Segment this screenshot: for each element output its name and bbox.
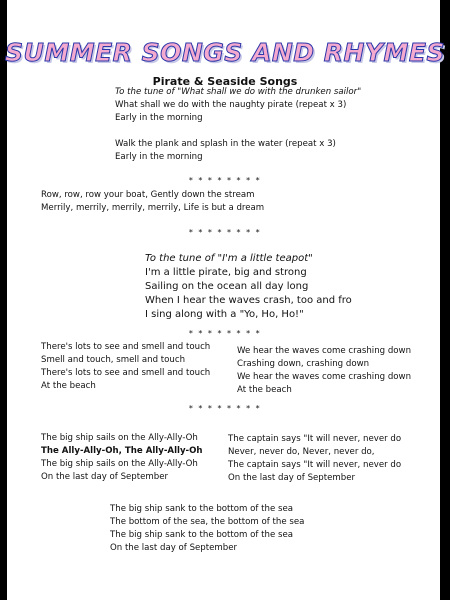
verse-line: When I hear the waves crash, too and fro — [145, 295, 352, 306]
tune-note: To the tune of "What shall we do with the drunken sailor" — [115, 87, 362, 97]
verse-line: There's lots to see and smell and touch — [41, 368, 211, 378]
verse-line: The big ship sank to the bottom of the sea — [110, 504, 294, 514]
verse-line: Never, never do, Never, never do, — [228, 447, 375, 457]
verse-line: Sailing on the ocean all day long — [145, 281, 309, 292]
verse-line: Smell and touch, smell and touch — [41, 355, 186, 365]
verse-line: We hear the waves come crashing down — [237, 372, 412, 382]
verse-line: At the beach — [237, 385, 292, 395]
verse-line: I sing along with a "Yo, Ho, Ho!" — [145, 309, 304, 320]
row-boat-verse — [41, 189, 264, 215]
separator: * * * * * * * * — [188, 329, 262, 338]
verse-line: We hear the waves come crashing down — [237, 346, 412, 356]
verse-line: At the beach — [41, 381, 96, 391]
verse-line: There's lots to see and smell and touch — [41, 342, 211, 352]
verse-line: Early in the morning — [115, 113, 203, 123]
verse-line: The Ally-Ally-Oh, The Ally-Ally-Oh — [41, 446, 203, 456]
page-subtitle: Pirate & Seaside Songs — [152, 75, 298, 88]
teapot-verse — [145, 252, 352, 322]
verse-line: On the last day of September — [41, 472, 169, 482]
verse-line: Merrily, merrily, merrily, merrily, Life is but a dream — [41, 203, 265, 213]
separator: * * * * * * * * — [188, 228, 262, 237]
page-title: SUMMER SONGS AND RHYMES — [5, 38, 445, 67]
verse-spacer — [115, 125, 361, 138]
separator: * * * * * * * * — [188, 404, 262, 413]
verse-line: Early in the morning — [115, 152, 203, 162]
captain-verse — [228, 433, 401, 485]
waves-verse — [237, 345, 411, 397]
verse-line: Row, row, row your boat, Gently down the stream — [41, 190, 255, 200]
verse-line: The big ship sank to the bottom of the sea — [110, 530, 294, 540]
verse-line: Walk the plank and splash in the water (repeat x 3) — [115, 139, 336, 149]
drunken-sailor-verse — [115, 86, 361, 164]
verse-line: On the last day of September — [228, 473, 356, 483]
beach-verse — [41, 341, 210, 393]
verse-line: Crashing down, crashing down — [237, 359, 370, 369]
verse-line: I'm a little pirate, big and strong — [145, 267, 307, 278]
separator: * * * * * * * * — [188, 176, 262, 185]
tune-note: To the tune of "I'm a little teapot" — [145, 253, 313, 264]
ship-sank-verse — [110, 503, 304, 555]
left-border — [0, 0, 7, 600]
verse-line: The big ship sails on the Ally-Ally-Oh — [41, 433, 198, 443]
verse-line: What shall we do with the naughty pirate (repeat x 3) — [115, 100, 347, 110]
verse-line: The bottom of the sea, the bottom of the sea — [110, 517, 305, 527]
verse-line: The big ship sails on the Ally-Ally-Oh — [41, 459, 198, 469]
verse-line: The captain says "It will never, never do — [228, 460, 402, 470]
verse-line: On the last day of September — [110, 543, 238, 553]
right-border — [440, 0, 450, 600]
verse-line: The captain says "It will never, never do — [228, 434, 402, 444]
big-ship-verse — [41, 432, 203, 484]
